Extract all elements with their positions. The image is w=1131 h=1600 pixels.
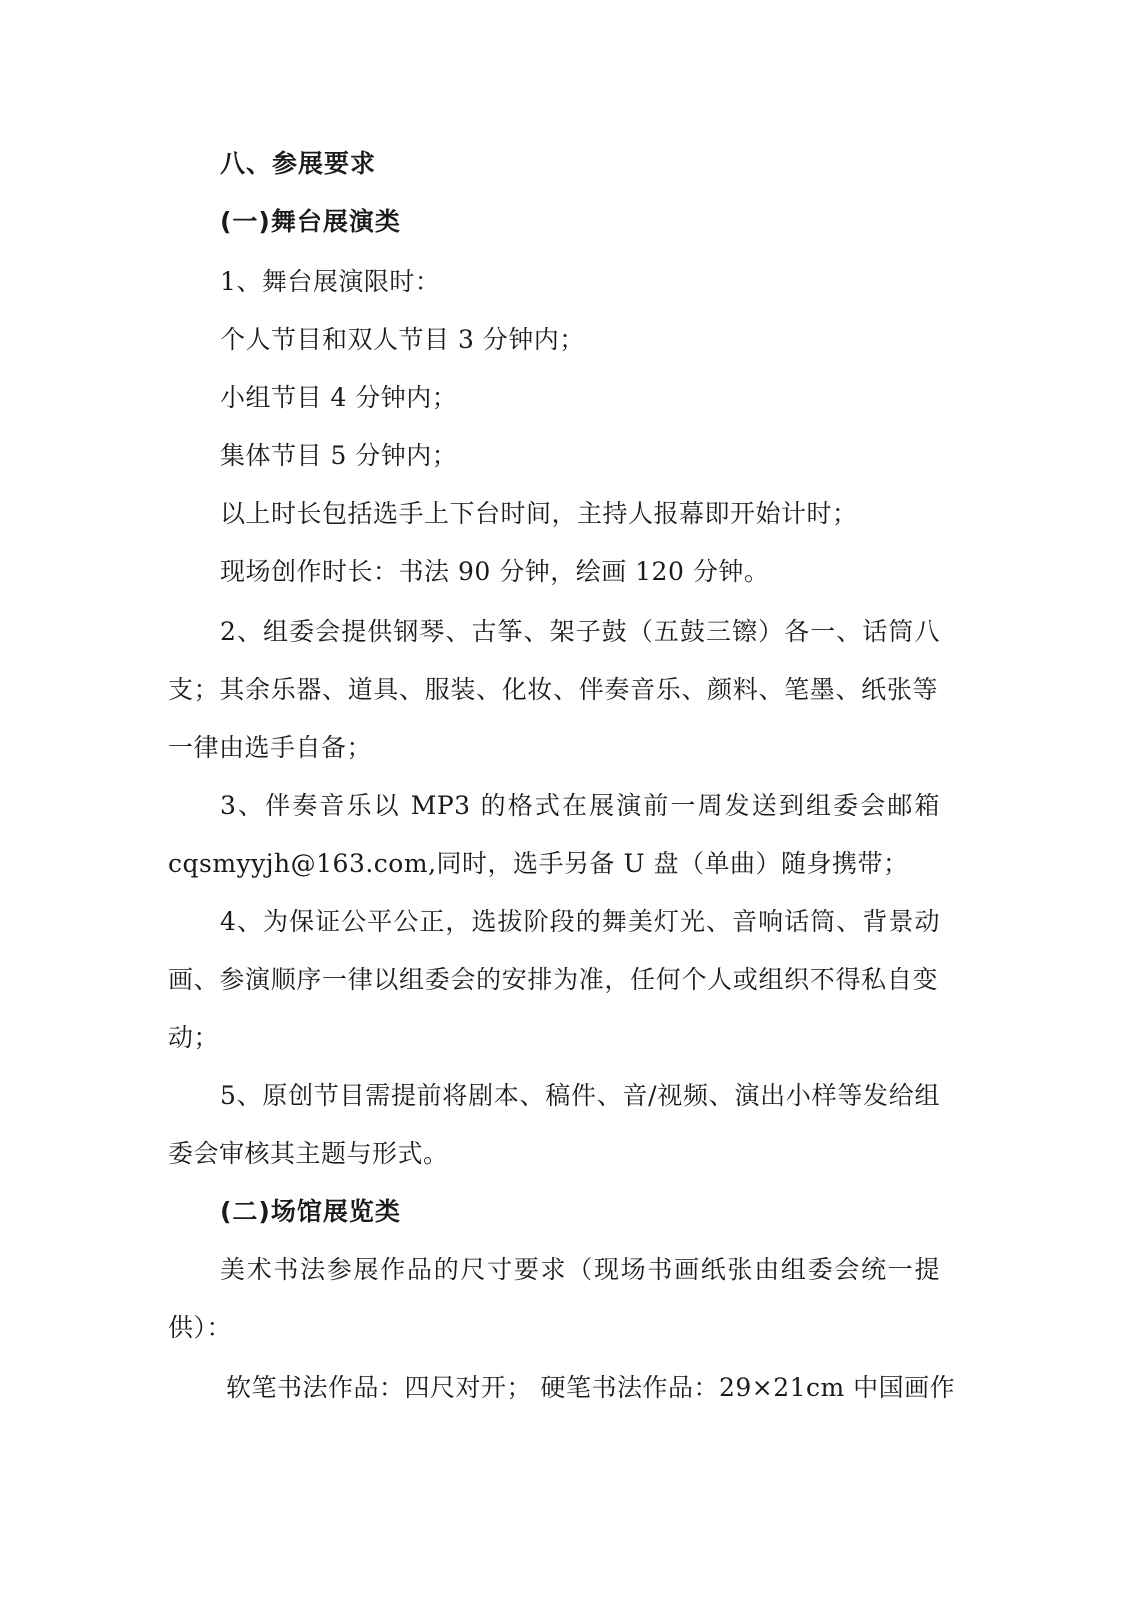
item-1-title: 1、舞台展演限时：	[220, 267, 441, 296]
item-5-line-2: 委会审核其主题与形式。	[168, 1139, 449, 1168]
item-5-line-1: 5、原创节目需提前将剧本、稿件、音/视频、演出小样等发给组	[220, 1081, 940, 1110]
item-4-line-3: 动；	[168, 1023, 220, 1052]
item-2-line-3: 一律由选手自备；	[168, 733, 373, 762]
subsection-1-heading: (一)舞台展演类	[220, 207, 401, 236]
item-4-line-1: 4、为保证公平公正，选拔阶段的舞美灯光、音响话筒、背景动	[220, 907, 940, 936]
item-4-line-2: 画、参演顺序一律以组委会的安排为准，任何个人或组织不得私自变	[168, 965, 938, 994]
item-1-line-2: 小组节目 4 分钟内；	[220, 383, 458, 412]
item-1-line-5: 现场创作时长：书法 90 分钟，绘画 120 分钟。	[220, 557, 770, 586]
subsection-2-intro-line-1: 美术书法参展作品的尺寸要求（现场书画纸张由组委会统一提	[220, 1255, 940, 1284]
item-3-line-2: cqsmyyjh@163.com,同时，选手另备 U 盘（单曲）随身携带；	[168, 849, 909, 878]
item-2-line-1: 2、组委会提供钢琴、古筝、架子鼓（五鼓三镲）各一、话筒八	[220, 617, 940, 646]
subsection-2-size-line: 软笔书法作品：四尺对开； 硬笔书法作品：29×21cm 中国画作	[226, 1373, 956, 1402]
subsection-2-heading: (二)场馆展览类	[220, 1197, 401, 1226]
item-3-line-1: 3、伴奏音乐以 MP3 的格式在展演前一周发送到组委会邮箱	[220, 791, 940, 820]
item-1-line-1: 个人节目和双人节目 3 分钟内；	[220, 325, 585, 354]
item-2-line-2: 支；其余乐器、道具、服装、化妆、伴奏音乐、颜料、笔墨、纸张等	[168, 675, 938, 704]
section-heading: 八、参展要求	[220, 149, 377, 178]
subsection-2-intro-line-2: 供）：	[168, 1313, 233, 1342]
item-1-line-3: 集体节目 5 分钟内；	[220, 441, 458, 470]
item-1-line-4: 以上时长包括选手上下台时间，主持人报幕即开始计时；	[220, 499, 858, 528]
